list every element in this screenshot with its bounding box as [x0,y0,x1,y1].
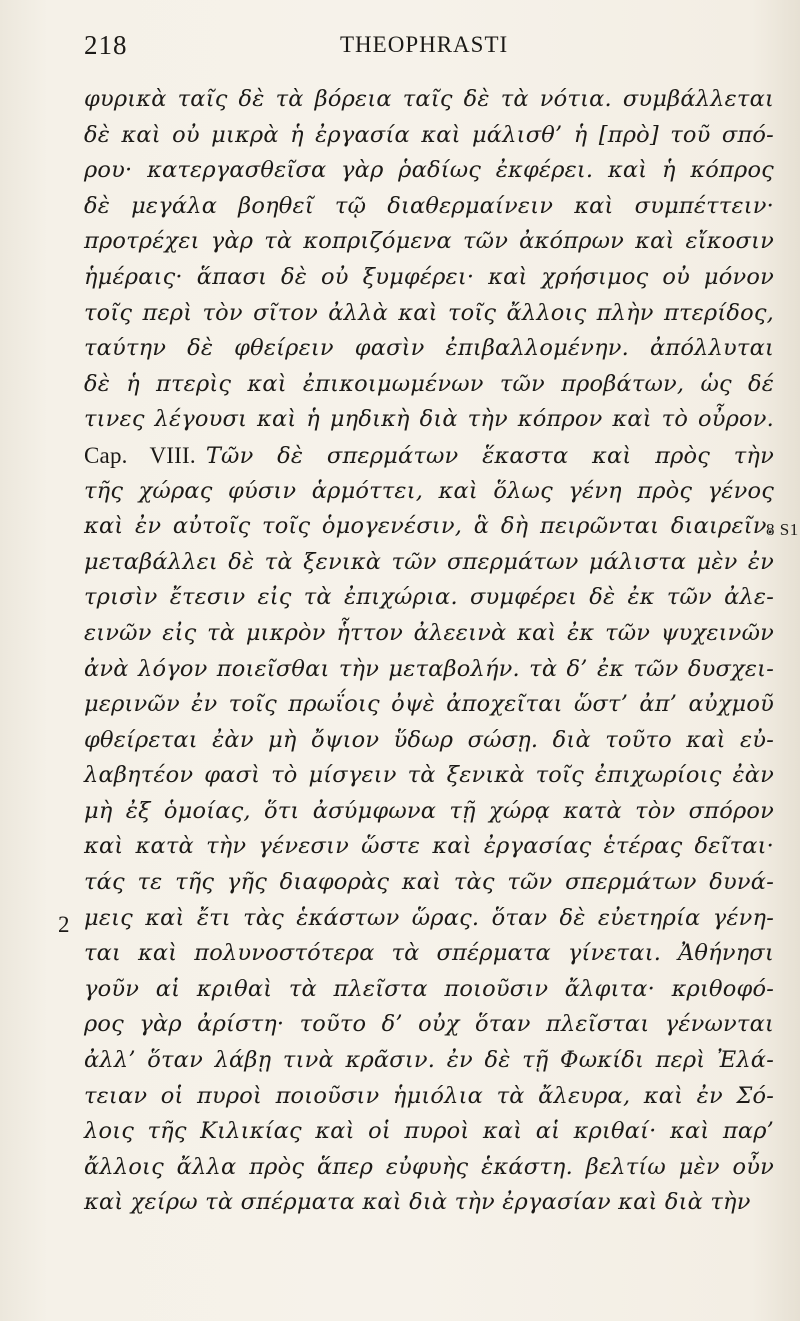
text-line: δὲ ἡ πτερὶς καὶ ἐπικοιμωμένων τῶν προβάτων, ὡς δέ [84,370,774,397]
text-line: καὶ κατὰ τὴν γένεσιν ὥστε καὶ ἐργασίας ἑτέρας δεῖται· [84,833,774,860]
text-line: δὲ καὶ οὐ μικρὰ ἡ ἐργασία καὶ μάλισθ’ ἡ [πρὸ] τοῦ σπό- [84,121,774,148]
text-line: ἄλλοις ἄλλα πρὸς ἅπερ εὐφυὴς ἑκάστη. βελτίω μὲν οὖν [84,1153,774,1180]
text-line: εινῶν εἰς τὰ μικρὸν ἧττον ἀλεεινὰ καὶ ἐκ τῶν ψυχεινῶν [84,619,774,646]
text-line: λοις τῆς Κιλικίας καὶ οἱ πυροὶ καὶ αἱ κριθαί· καὶ παρ’ [84,1118,774,1145]
text-line: ρου· κατεργασθεῖσα γὰρ ῥαδίως ἐκφέρει. καὶ ἡ κόπρος [84,157,774,184]
text-line: τάς τε τῆς γῆς διαφορὰς καὶ τὰς τῶν σπερμάτων δυνά- [84,869,774,896]
text-line: λαβητέον φασὶ τὸ μίσγειν τὰ ξενικὰ τοῖς ἐπιχωρίοις ἐὰν [84,762,774,789]
text-line: καὶ χείρω τὰ σπέρματα καὶ διὰ τὴν ἐργασίαν καὶ διὰ τὴν [84,1189,751,1216]
text-line: ἀλλ’ ὅταν λάβῃ τινὰ κρᾶσιν. ἐν δὲ τῇ Φωκίδι περὶ Ἐλά- [84,1047,774,1074]
text-line: ἀνὰ λόγον ποιεῖσθαι τὴν μεταβολήν. τὰ δ’ ἐκ τῶν δυσχει- [84,655,774,682]
text-line-fragment: Τῶν δὲ σπερμάτων ἕκαστα καὶ πρὸς τὴν [205,442,774,469]
margin-section-reference: 8 S1 [766,520,799,539]
chapter-start-line [84,438,774,474]
text-line: μεις καὶ ἔτι τὰς ἑκάστων ὥρας. ὅταν δὲ εὐετηρία γένη- [84,904,774,931]
text-line: τῆς χώρας φύσιν ἁρμόττει, καὶ ὅλως γένη πρὸς γένος [84,477,774,504]
text-line: ρος γὰρ ἀρίστη· τοῦτο δ’ οὐχ ὅταν πλεῖσται γένωνται [84,1011,774,1038]
text-line: τειαν οἱ πυροὶ ποιοῦσιν ἡμιόλια τὰ ἄλευρα, καὶ ἐν Σό- [84,1082,774,1109]
text-line: ται καὶ πολυνοστότερα τὰ σπέρματα γίνεται. Ἀθήνησι [84,940,774,967]
running-title: THEOPHRASTI [340,32,509,57]
chapter-label: Cap. VIII. [84,442,196,468]
text-line: γοῦν αἱ κριθαὶ τὰ πλεῖστα ποιοῦσιν ἄλφιτα· κριθοφό- [84,975,774,1002]
text-line: μὴ ἐξ ὁμοίας, ὅτι ἀσύμφωνα τῇ χώρᾳ κατὰ τὸν σπόρον [84,797,774,824]
text-line: τινες λέγουσι καὶ ἡ μηδικὴ διὰ τὴν κόπρον καὶ τὸ οὖρον. [84,406,774,433]
text-line: ταύτην δὲ φθείρειν φασὶν ἐπιβαλλομένην. ἀπόλλυται [84,335,774,362]
text-line: τρισὶν ἔτεσιν εἰς τὰ ἐπιχώρια. συμφέρει δὲ ἐκ τῶν ἀλε- [84,584,774,611]
text-line: μεταβάλλει δὲ τὰ ξενικὰ τῶν σπερμάτων μάλιστα μὲν ἐν [84,548,774,575]
text-line: δὲ μεγάλα βοηθεῖ τῷ διαθερμαίνειν καὶ συμπέττειν· [84,192,774,219]
margin-section-number: 2 [58,912,70,937]
text-line: καὶ ἐν αὐτοῖς τοῖς ὁμογενέσιν, ἃ δὴ πειρῶνται διαιρεῖν. [84,513,774,540]
greek-text-body [84,82,774,1221]
page-number: 218 [84,30,128,60]
page-header [84,30,764,70]
text-line: μερινῶν ἐν τοῖς πρωΐοις ὀψὲ ἀποχεῖται ὥστ’ ἀπ’ αὐχμοῦ [84,691,774,718]
text-line: φυρικὰ ταῖς δὲ τὰ βόρεια ταῖς δὲ τὰ νότια. συμβάλλεται [84,86,774,112]
text-line: φθείρεται ἐὰν μὴ ὄψιον ὕδωρ σώσῃ. διὰ τοῦτο καὶ εὐ- [84,726,774,753]
text-line: τοῖς περὶ τὸν σῖτον ἀλλὰ καὶ τοῖς ἄλλοις πλὴν πτερίδος, [84,299,774,326]
text-line: ἡμέραις· ἅπασι δὲ οὐ ξυμφέρει· καὶ χρήσιμος οὐ μόνον [84,263,774,290]
text-line: προτρέχει γὰρ τὰ κοπριζόμενα τῶν ἀκόπρων καὶ εἴκοσιν [84,228,774,255]
